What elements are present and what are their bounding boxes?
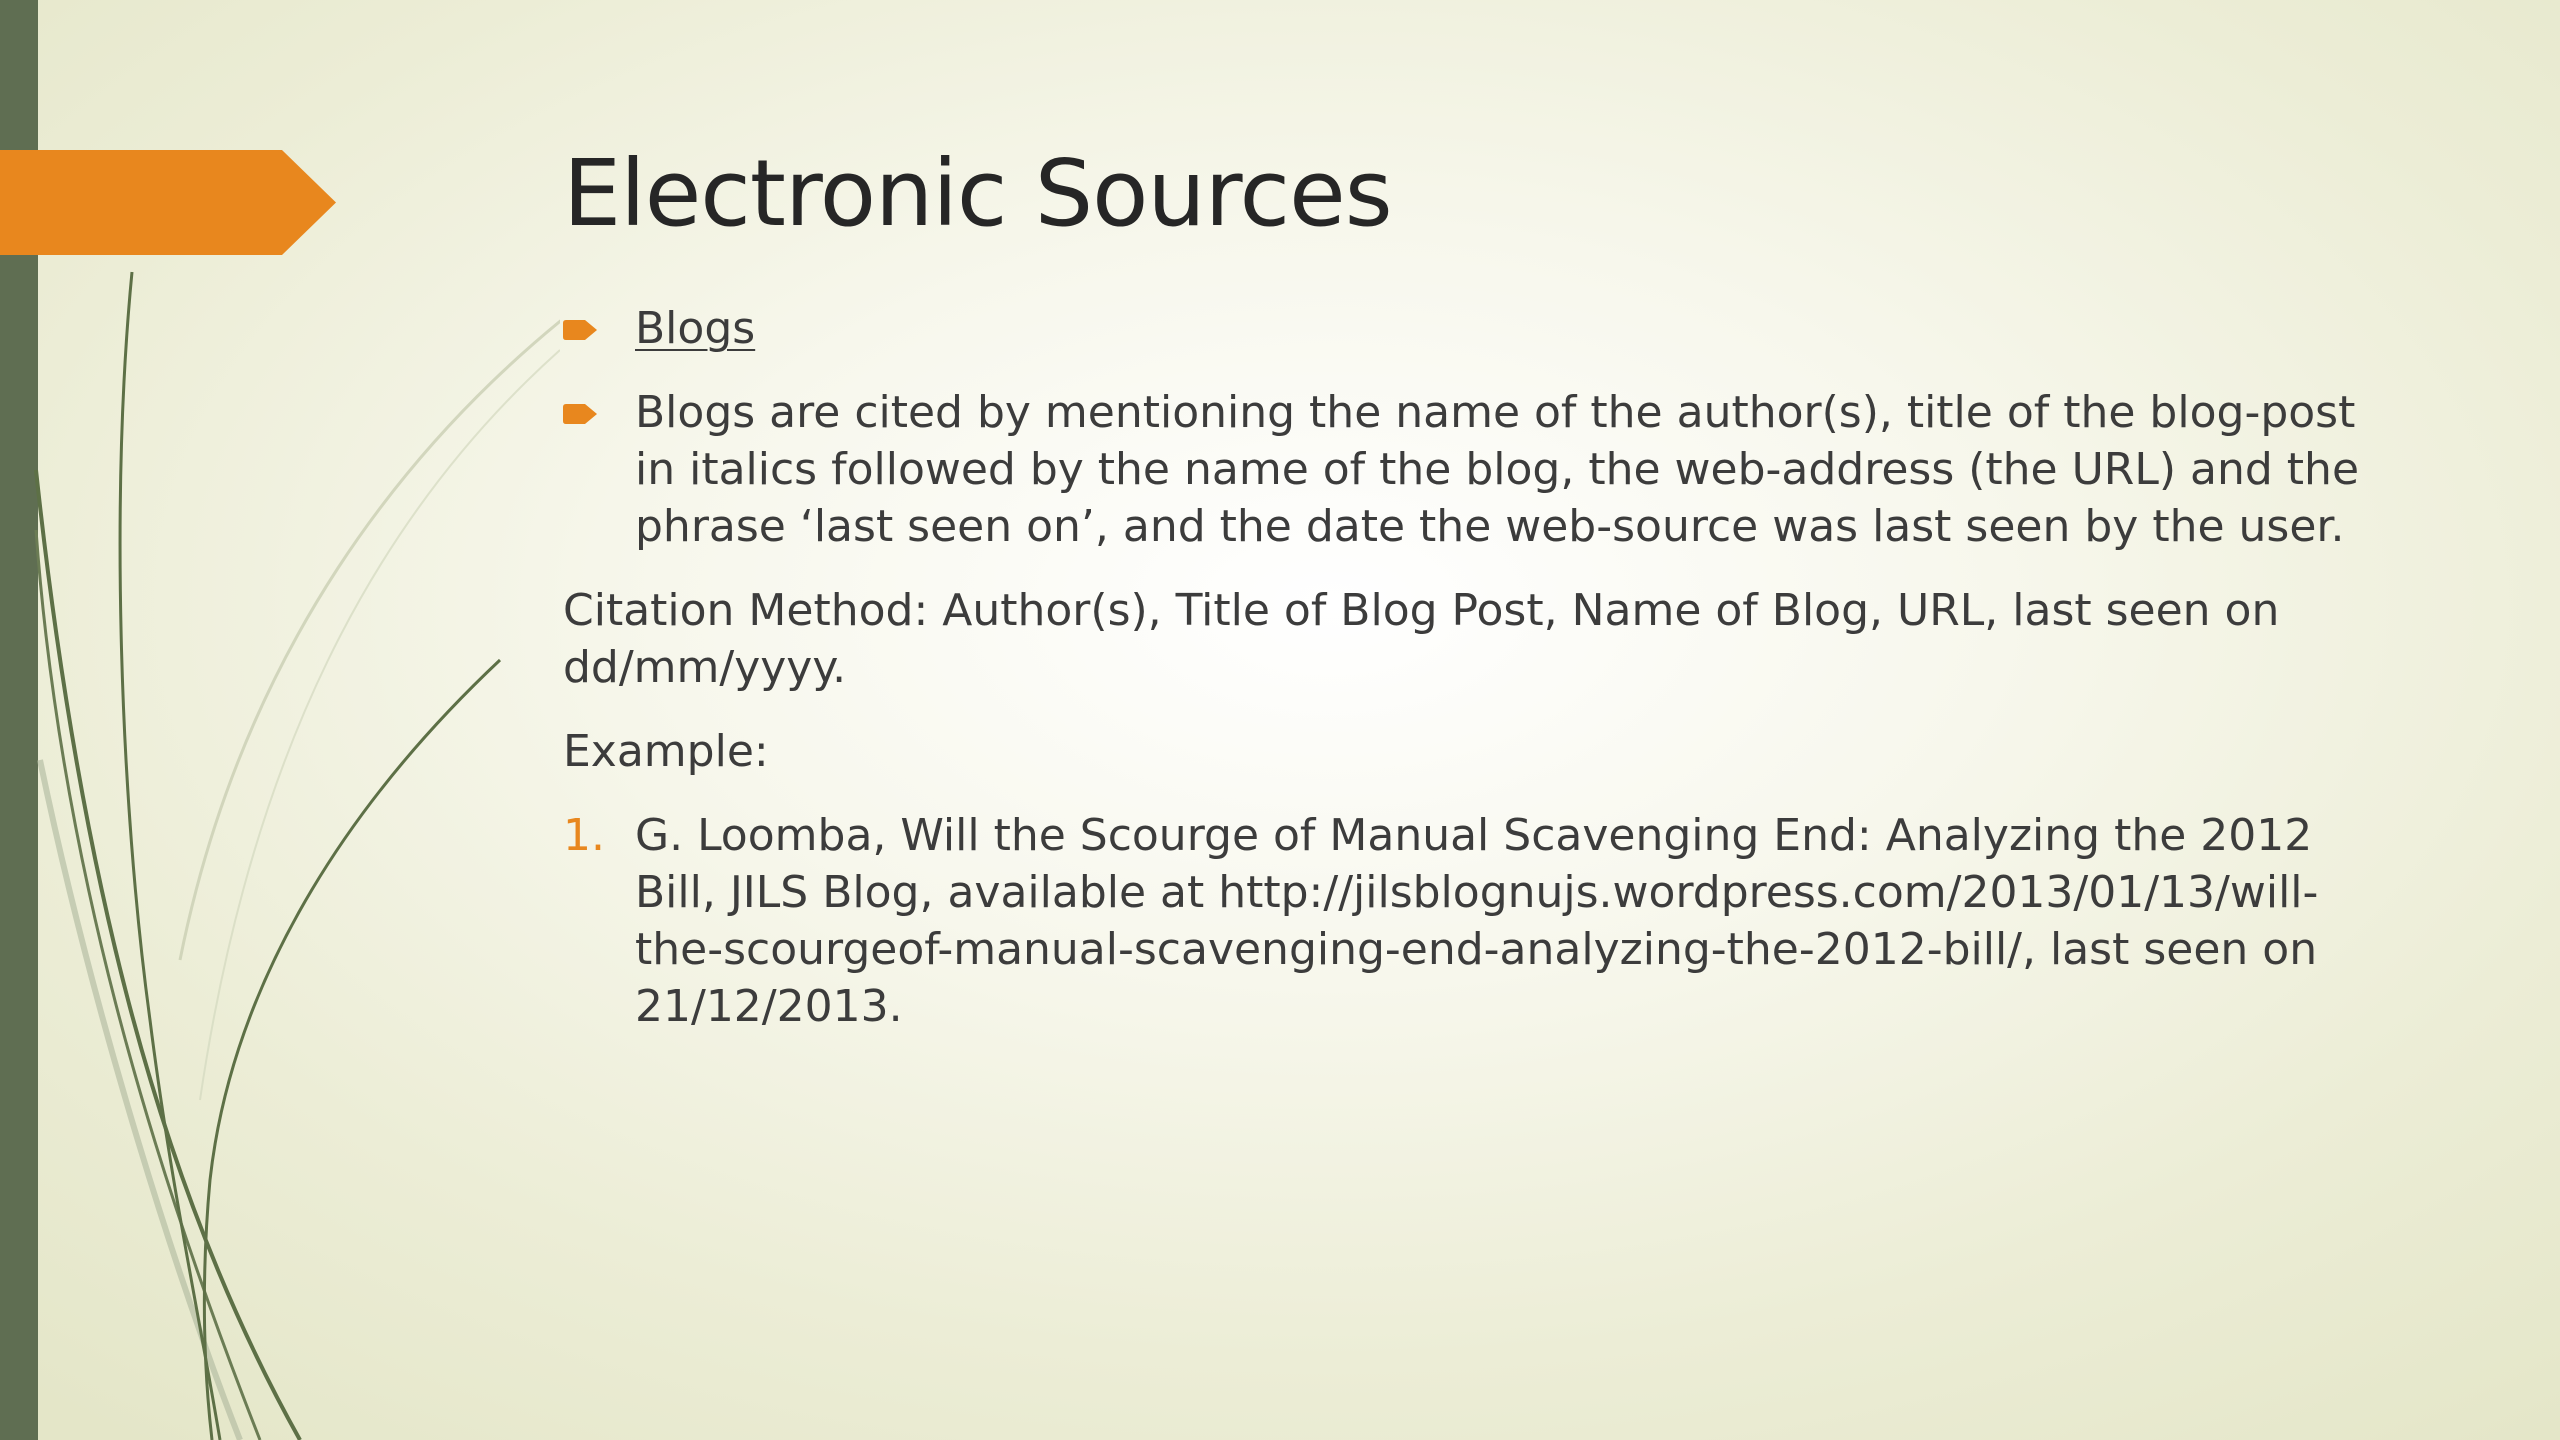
title-arrow-tab: [0, 150, 336, 255]
arrow-bullet-icon: [563, 404, 597, 424]
bullet-item: [563, 384, 2383, 555]
numbered-list-item: [563, 807, 2383, 1035]
example-citation-text: G. Loomba, Will the Scourge of Manual Scavenging End: Analyzing the 2012 Bill, JILS Blog, available at http://jilsblognujs.wordpress.com/2013/01/13/will-the-scourgeof-manual-scavenging-end-analyzing-the-2012-bill/, last seen on 21/12/2013.: [635, 810, 2319, 1032]
citation-method-paragraph: Citation Method: Author(s), Title of Blog Post, Name of Blog, URL, last seen on dd/mm/yyyy.: [563, 585, 2280, 693]
slide-title: Electronic Sources: [563, 140, 1392, 247]
blogs-heading-text: Blogs: [635, 303, 756, 354]
slide-content: [563, 300, 2383, 1062]
bullet-item: [563, 300, 2383, 357]
bullet-text: Blogs are cited by mentioning the name of the author(s), title of the blog-post in italics followed by the name of the blog, the web-address (the URL) and the phrase ‘last seen on’, and the date the web-source was last seen by the user.: [635, 387, 2360, 552]
arrow-bullet-icon: [563, 320, 597, 340]
example-label: Example:: [563, 726, 769, 777]
list-number: 1.: [563, 810, 605, 861]
